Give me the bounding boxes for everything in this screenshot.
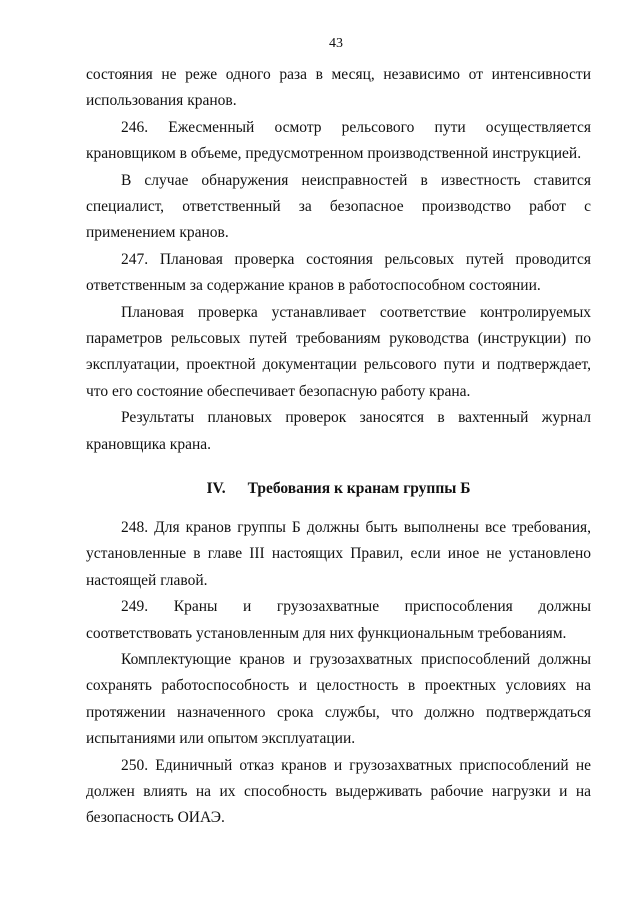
paragraph-continuation: состояния не реже одного раза в месяц, независимо от интенсивности использования кранов. [86,66,591,110]
paragraph-249-components: Комплектующие кранов и грузозахватных приспособлений должны сохранять работоспособность и целостность в проектных условиях на протяжении назначенного срока службы, что должно подтверждаться испытаниями или опытом эксплуатации. [86,651,591,748]
paragraph-247-scope: Плановая проверка устанавливает соответствие контролируемых параметров рельсовых путей требованиям руководства (инструкции) по эксплуатации, проектной документации рельсового пути и подтверждает, что его состояние обеспечивает безопасную работу крана. [86,303,591,400]
section-heading-title: Требования к кранам группы Б [247,480,471,497]
paragraph-246-defects: В случае обнаружения неисправностей в известность ставится специалист, ответственный за безопасное производство работ с применением кранов. [86,171,591,242]
section-text-upper [86,62,591,458]
section-heading [86,478,591,500]
paragraph-247: 247. Плановая проверка состояния рельсовых путей проводится ответственным за содержание кранов в работоспособном состоянии. [86,250,591,295]
page-number: 43 [329,36,343,51]
paragraph-250: 250. Единичный отказ кранов и грузозахватных приспособлений не должен влиять на их способность выдерживать рабочие нагрузки и на безопасность ОИАЭ. [86,756,591,827]
paragraph-247-results: Результаты плановых проверок заносятся в вахтенный журнал крановщика крана. [86,409,591,453]
paragraph-248: 248. Для кранов группы Б должны быть выполнены все требования, установленные в главе III настоящих Правил, если иное не установлено настоящей главой. [86,519,591,589]
paragraph-246: 246. Ежесменный осмотр рельсового пути осуществляется крановщиком в объеме, предусмотренном производственной инструкцией. [86,118,591,163]
paragraph-249: 249. Краны и грузозахватные приспособления должны соответствовать установленным для них функциональным требованиям. [86,598,591,642]
section-heading-number: IV. [206,480,226,497]
section-text-lower [86,515,591,832]
